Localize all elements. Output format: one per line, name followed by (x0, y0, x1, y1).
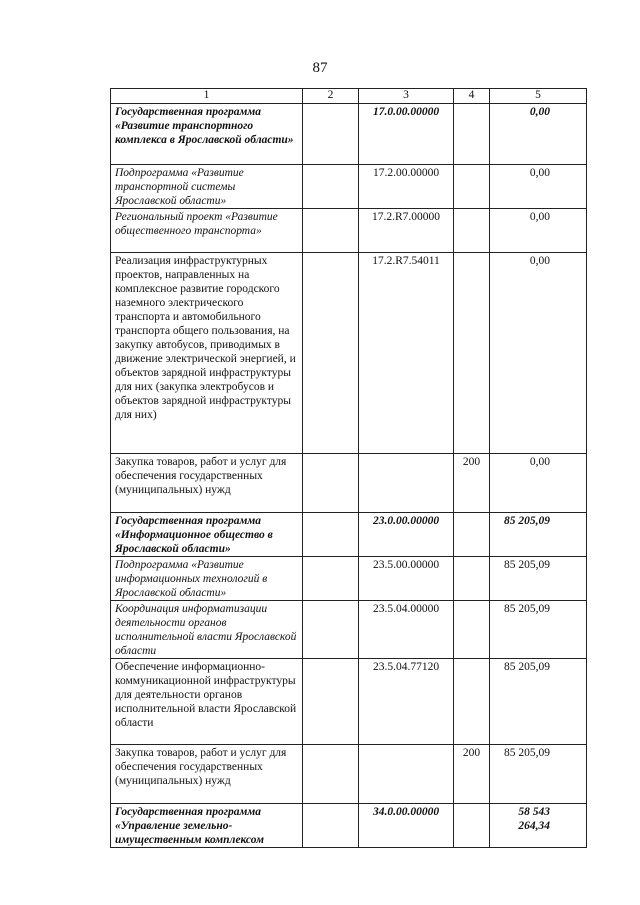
row-col2 (303, 454, 359, 513)
budget-table (110, 88, 587, 848)
column-number: 5 (490, 89, 587, 104)
row-col2 (303, 104, 359, 165)
row-code: 34.0.00.00000 (359, 804, 454, 848)
row-amount: 85 205,09 (490, 659, 587, 745)
table-row (111, 745, 587, 804)
row-name: Государственная программа «Информационное общество в Ярославской области» (111, 513, 303, 557)
row-amount: 0,00 (490, 104, 587, 165)
row-expense-type (454, 557, 490, 601)
row-amount: 85 205,09 (490, 513, 587, 557)
column-number-row (111, 89, 587, 104)
row-code: 23.5.00.00000 (359, 557, 454, 601)
row-name: Подпрограмма «Развитие транспортной системы Ярославской области» (111, 165, 303, 209)
row-name: Региональный проект «Развитие общественного транспорта» (111, 209, 303, 253)
row-code (359, 745, 454, 804)
row-amount: 58 543 264,34 (490, 804, 587, 848)
row-amount: 0,00 (490, 165, 587, 209)
row-code: 23.5.04.77120 (359, 659, 454, 745)
table-row (111, 601, 587, 659)
row-col2 (303, 745, 359, 804)
row-name: Закупка товаров, работ и услуг для обеспечения государственных (муниципальных) нужд (111, 454, 303, 513)
row-expense-type (454, 659, 490, 745)
column-number: 1 (111, 89, 303, 104)
row-expense-type (454, 253, 490, 454)
row-code: 17.2.00.00000 (359, 165, 454, 209)
row-expense-type (454, 513, 490, 557)
row-amount: 85 205,09 (490, 557, 587, 601)
row-name: Государственная программа «Развитие транспортного комплекса в Ярославской области» (111, 104, 303, 165)
row-code: 17.2.R7.00000 (359, 209, 454, 253)
table-row (111, 557, 587, 601)
row-amount: 0,00 (490, 253, 587, 454)
row-expense-type: 200 (454, 745, 490, 804)
row-col2 (303, 601, 359, 659)
row-col2 (303, 513, 359, 557)
row-expense-type (454, 165, 490, 209)
row-name: Государственная программа «Управление земельно-имущественным комплексом (111, 804, 303, 848)
table-row (111, 253, 587, 454)
column-number: 3 (359, 89, 454, 104)
row-col2 (303, 804, 359, 848)
row-code (359, 454, 454, 513)
row-amount: 85 205,09 (490, 745, 587, 804)
row-name: Закупка товаров, работ и услуг для обеспечения государственных (муниципальных) нужд (111, 745, 303, 804)
table-row (111, 165, 587, 209)
row-code: 23.5.04.00000 (359, 601, 454, 659)
table-row (111, 513, 587, 557)
row-col2 (303, 557, 359, 601)
row-code: 17.2.R7.54011 (359, 253, 454, 454)
row-amount: 85 205,09 (490, 601, 587, 659)
page-number: 87 (312, 60, 328, 76)
table-row (111, 454, 587, 513)
row-expense-type (454, 104, 490, 165)
row-code: 23.0.00.00000 (359, 513, 454, 557)
row-col2 (303, 253, 359, 454)
table-row (111, 104, 587, 165)
row-expense-type (454, 601, 490, 659)
row-expense-type (454, 804, 490, 848)
column-number: 2 (303, 89, 359, 104)
table-row (111, 209, 587, 253)
row-expense-type: 200 (454, 454, 490, 513)
row-amount: 0,00 (490, 209, 587, 253)
row-name: Координация информатизации деятельности органов исполнительной власти Ярославской области (111, 601, 303, 659)
row-expense-type (454, 209, 490, 253)
row-code: 17.0.00.00000 (359, 104, 454, 165)
table-row (111, 804, 587, 848)
row-amount: 0,00 (490, 454, 587, 513)
row-col2 (303, 659, 359, 745)
row-name: Реализация инфраструктурных проектов, направленных на комплексное развитие городского наземного электрического транспорта и автомобильного транспорта общего пользования, на закупку автобусов, приводимых в движение электрической энергией, и объектов зарядной инфраструктуры для них (закупка электробусов и объектов зарядной инфраструктуры для них) (111, 253, 303, 454)
row-col2 (303, 209, 359, 253)
row-name: Обеспечение информационно-коммуникационной инфраструктуры для деятельности органов исполнительной власти Ярославской области (111, 659, 303, 745)
row-col2 (303, 165, 359, 209)
table-row (111, 659, 587, 745)
column-number: 4 (454, 89, 490, 104)
row-name: Подпрограмма «Развитие информационных технологий в Ярославской области» (111, 557, 303, 601)
